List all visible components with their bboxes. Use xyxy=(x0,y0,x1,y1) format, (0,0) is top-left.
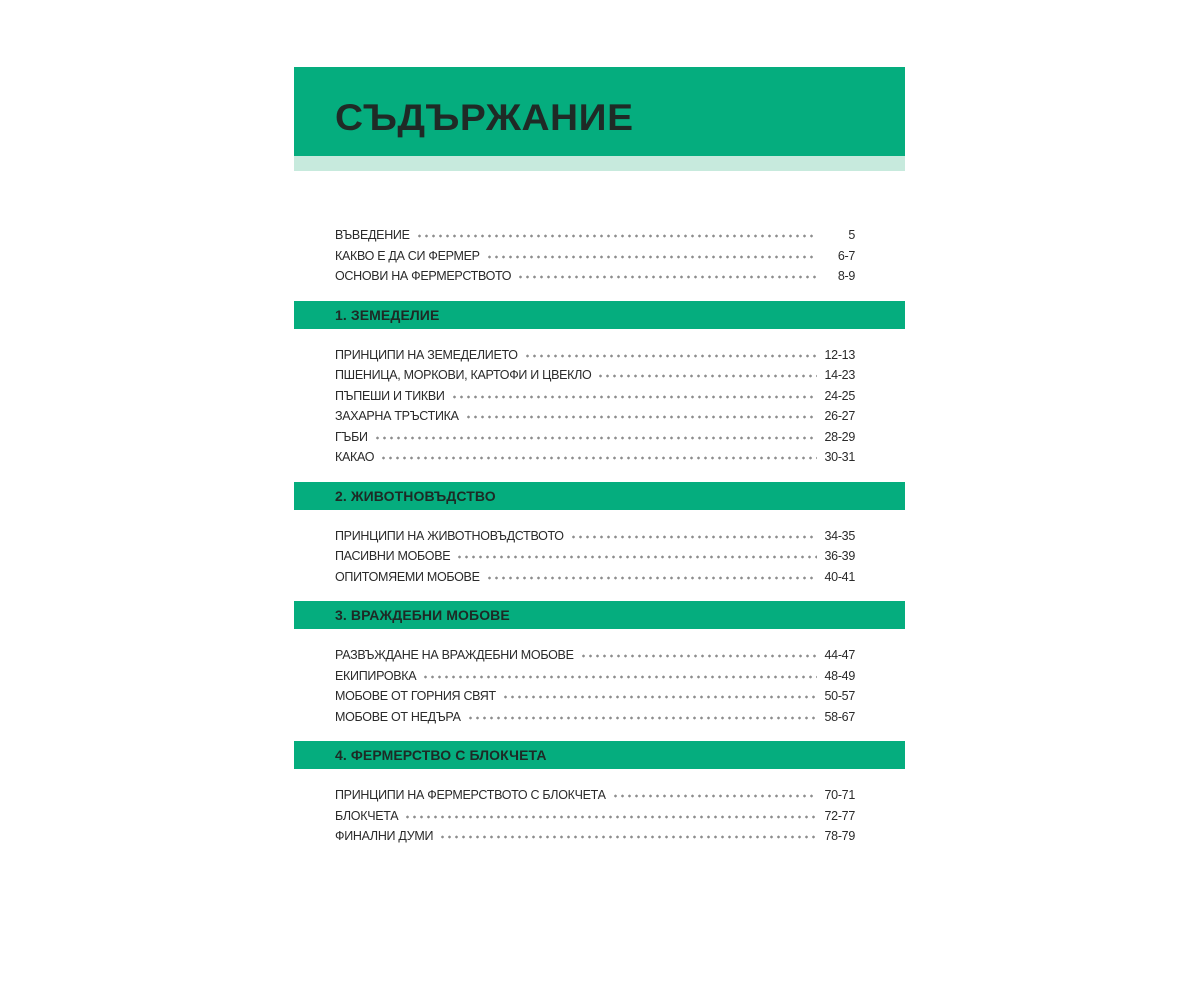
toc-entry-page: 8-9 xyxy=(837,269,855,284)
toc-entry[interactable] xyxy=(335,785,855,806)
toc-entry[interactable] xyxy=(335,707,855,728)
toc-entry-label: ЕКИПИРОВКА xyxy=(335,668,417,683)
toc-entry-page: 70-71 xyxy=(824,788,855,803)
toc-entry[interactable] xyxy=(335,447,855,468)
title-band xyxy=(294,67,905,156)
toc-entry[interactable] xyxy=(335,666,855,687)
toc-entry[interactable] xyxy=(335,567,855,588)
toc-entry-page: 24-25 xyxy=(824,388,855,403)
dot-leader xyxy=(404,815,816,819)
chapter-title: 1. ЗЕМЕДЕЛИЕ xyxy=(335,306,440,323)
dot-leader xyxy=(517,275,817,279)
toc-entry[interactable] xyxy=(335,427,855,448)
dot-leader xyxy=(416,234,817,238)
toc-entry-label: ЗАХАРНА ТРЪСТИКА xyxy=(335,409,459,424)
toc-entry-page: 50-57 xyxy=(824,689,855,704)
chapter-list-block-farming xyxy=(294,769,905,861)
toc-entry[interactable] xyxy=(335,806,855,827)
toc-entry-page: 44-47 xyxy=(824,648,855,663)
dot-leader xyxy=(374,436,817,440)
chapter-header-farming[interactable] xyxy=(294,301,905,329)
toc-entry[interactable] xyxy=(335,686,855,707)
dot-leader xyxy=(465,415,817,419)
toc-entry-label: ОПИТОМЯЕМИ МОБОВЕ xyxy=(335,569,480,584)
toc-entry-page: 78-79 xyxy=(824,829,855,844)
toc-entry[interactable] xyxy=(335,546,855,567)
dot-leader xyxy=(486,255,817,259)
toc-entry-page: 58-67 xyxy=(824,709,855,724)
dot-leader xyxy=(467,716,817,720)
dot-leader xyxy=(580,654,817,658)
toc-entry-page: 34-35 xyxy=(824,528,855,543)
toc-entry-page: 14-23 xyxy=(824,368,855,383)
dot-leader xyxy=(524,354,817,358)
toc-entry-label: ПРИНЦИПИ НА ЖИВОТНОВЪДСТВОТО xyxy=(335,528,564,543)
toc-entry[interactable] xyxy=(335,225,855,246)
toc-entry[interactable] xyxy=(335,345,855,366)
chapter-header-hostile-mobs[interactable] xyxy=(294,601,905,629)
dot-leader xyxy=(451,395,817,399)
toc-entry-label: ПРИНЦИПИ НА ЗЕМЕДЕЛИЕТО xyxy=(335,347,518,362)
toc-entry-label: МОБОВЕ ОТ НЕДЪРА xyxy=(335,709,461,724)
toc-entry-page: 12-13 xyxy=(824,347,855,362)
chapter-list-hostile-mobs xyxy=(294,629,905,741)
dot-leader xyxy=(597,374,816,378)
toc-entry-label: ОСНОВИ НА ФЕРМЕРСТВОТО xyxy=(335,269,512,284)
chapter-header-animal-husbandry[interactable] xyxy=(294,482,905,510)
toc-entry-label: ПЪПЕШИ И ТИКВИ xyxy=(335,388,445,403)
dot-leader xyxy=(570,535,817,539)
chapter-title: 2. ЖИВОТНОВЪДСТВО xyxy=(335,487,496,504)
toc-entry-page: 5 xyxy=(848,228,855,243)
toc-entry[interactable] xyxy=(335,386,855,407)
toc-entry-page: 48-49 xyxy=(824,668,855,683)
dot-leader xyxy=(502,695,817,699)
chapter-list-farming xyxy=(294,329,905,482)
toc-entry-page: 30-31 xyxy=(824,450,855,465)
dot-leader xyxy=(456,555,816,559)
toc-entry[interactable] xyxy=(335,266,855,287)
toc-entry[interactable] xyxy=(335,365,855,386)
dot-leader xyxy=(486,576,817,580)
dot-leader xyxy=(380,456,816,460)
toc-entry[interactable] xyxy=(335,645,855,666)
toc-entry-label: КАКАО xyxy=(335,450,375,465)
chapter-list-animal-husbandry xyxy=(294,510,905,602)
toc-entry-page: 72-77 xyxy=(824,808,855,823)
toc-entry[interactable] xyxy=(335,526,855,547)
toc-entry-label: МОБОВЕ ОТ ГОРНИЯ СВЯТ xyxy=(335,689,496,704)
toc-entry-label: ПРИНЦИПИ НА ФЕРМЕРСТВОТО С БЛОКЧЕТА xyxy=(335,788,606,803)
title-stripe xyxy=(294,156,905,171)
toc-entry-page: 28-29 xyxy=(824,429,855,444)
toc-entry[interactable] xyxy=(335,406,855,427)
toc-entry-label: КАКВО Е ДА СИ ФЕРМЕР xyxy=(335,248,480,263)
toc-entry-page: 6-7 xyxy=(837,248,855,263)
toc-entry-label: РАЗВЪЖДАНЕ НА ВРАЖДЕБНИ МОБОВЕ xyxy=(335,648,574,663)
intro-list xyxy=(294,171,905,301)
chapter-header-block-farming[interactable] xyxy=(294,741,905,769)
toc-entry-label: ГЪБИ xyxy=(335,429,368,444)
contents-page xyxy=(294,67,905,861)
toc-entry-page: 40-41 xyxy=(824,569,855,584)
dot-leader xyxy=(422,675,816,679)
chapter-title: 4. ФЕРМЕРСТВО С БЛОКЧЕТА xyxy=(335,747,547,763)
toc-entry-label: ФИНАЛНИ ДУМИ xyxy=(335,829,434,844)
toc-entry-label: ПАСИВНИ МОБОВЕ xyxy=(335,549,451,564)
dot-leader xyxy=(439,835,816,839)
toc-entry[interactable] xyxy=(335,246,855,267)
toc-entry-page: 36-39 xyxy=(824,549,855,564)
dot-leader xyxy=(612,794,817,798)
page-title: СЪДЪРЖАНИЕ xyxy=(335,97,634,138)
toc-entry-label: ВЪВЕДЕНИЕ xyxy=(335,228,410,243)
toc-entry-page: 26-27 xyxy=(824,409,855,424)
toc-entry-label: ПШЕНИЦА, МОРКОВИ, КАРТОФИ И ЦВЕКЛО xyxy=(335,368,592,383)
chapter-title: 3. ВРАЖДЕБНИ МОБОВЕ xyxy=(335,607,510,623)
toc-entry[interactable] xyxy=(335,826,855,847)
toc-entry-label: БЛОКЧЕТА xyxy=(335,808,399,823)
